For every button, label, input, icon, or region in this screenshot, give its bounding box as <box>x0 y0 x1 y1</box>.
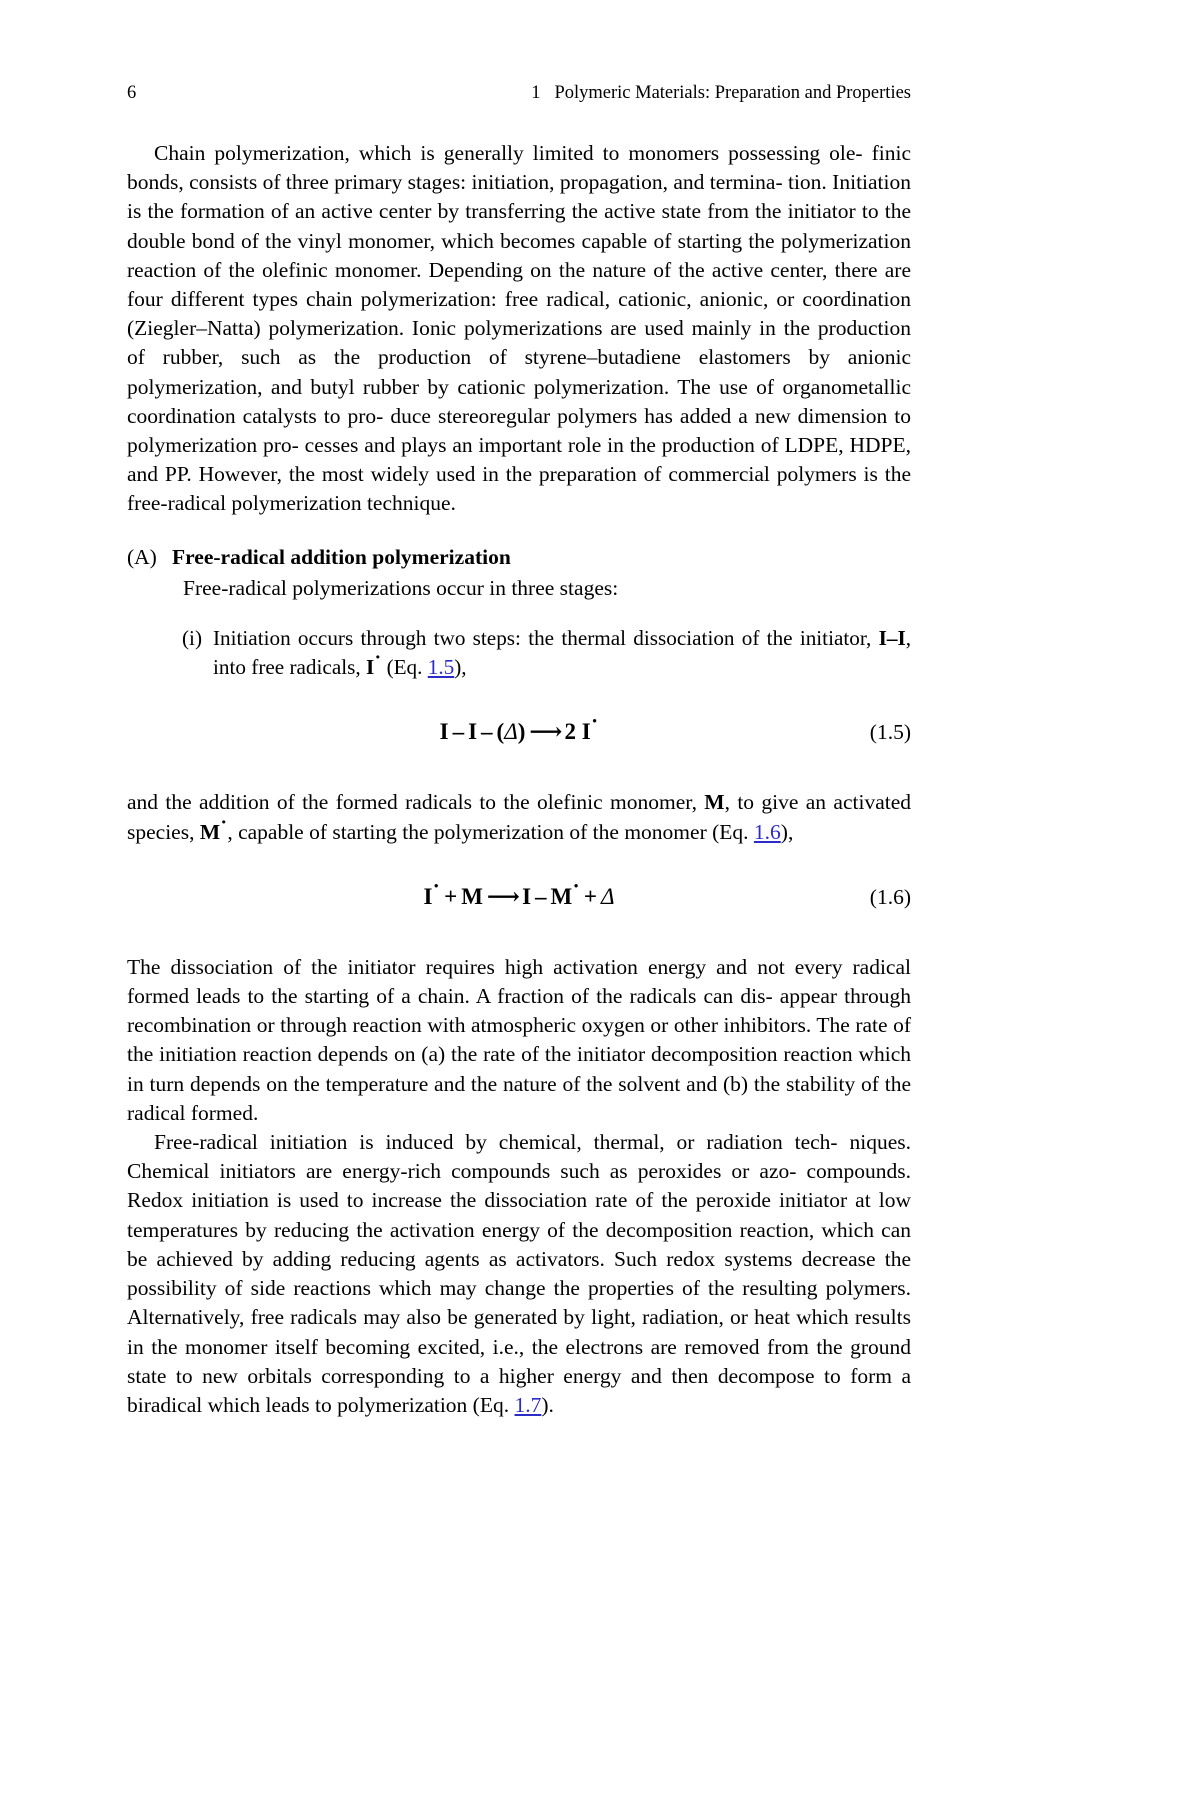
paragraph-intro <box>127 139 911 519</box>
line: initiator decomposition reaction which in turn depends on the temperature and <box>127 1042 911 1096</box>
line: radical formed leads to the starting of a chain. A fraction of the radicals can dis- <box>127 954 911 1009</box>
eq15-I-b: I <box>468 719 478 745</box>
line: the nature of the solvent and (b) the stability of the radical formed. <box>127 1071 912 1125</box>
section-A-heading: Free-radical addition polymerization <box>172 544 511 569</box>
text-fragment: ), <box>780 819 794 844</box>
eq15-minus-2: – <box>481 719 493 745</box>
text-fragment: (Eq. <box>381 655 428 680</box>
line: compounds. Redox initiation is used to increase the dissociation rate of the <box>127 1159 911 1213</box>
eq15-delta: Δ <box>504 719 518 745</box>
equation-1-5-expression <box>127 716 911 748</box>
line: cesses and plays an important role in the production of LDPE, HDPE, and PP. <box>127 433 911 487</box>
paragraph-dissociation <box>127 953 911 1128</box>
chem-species-II: I–I <box>878 626 906 651</box>
paragraph-initiation-techniques <box>127 1128 911 1420</box>
paragraph-after-eq-1-5 <box>127 788 911 846</box>
equation-1-5 <box>127 716 911 748</box>
line: free-radical polymerization technique. <box>127 491 456 516</box>
eq15-reaction-arrow: ⟶ <box>529 719 561 745</box>
eq15-paren-open: ( <box>496 719 505 745</box>
text-fragment: (Eq. <box>712 819 754 844</box>
running-head-title <box>531 78 911 108</box>
line: activators. Such redox systems decrease the possibility of side reactions which <box>127 1246 911 1301</box>
crossref-eq-1-7[interactable]: 1.7 <box>514 1392 542 1417</box>
line: of styrene–butadiene elastomers by anionic polymerization, and butyl rubber by <box>127 345 912 399</box>
chem-species-M: M <box>704 790 725 815</box>
line: from the initiator to the double bond of the vinyl monomer, which becomes capable <box>127 199 912 253</box>
line: other inhibitors. The rate of the initiation reaction depends on (a) the rate of the <box>127 1013 911 1067</box>
line: peroxide initiator at low temperatures by reducing the activation energy of the <box>127 1188 911 1242</box>
list-item-A <box>127 543 911 603</box>
text-fragment: , to give an <box>724 790 827 815</box>
eq15-I-a: I <box>439 719 449 745</box>
line: nature of the active center, there are four different types chain polymerization: free <box>127 257 912 312</box>
eq16-I: I <box>522 883 532 909</box>
line: radical, cationic, anionic, or coordination (Ziegler–Natta) polymerization. Ionic <box>127 287 912 341</box>
line: However, the most widely used in the preparation of commercial polymers is the <box>198 462 912 487</box>
crossref-eq-1-5[interactable]: 1.5 <box>427 655 455 680</box>
line: finic bonds, consists of three primary stages: initiation, propagation, and termina- <box>127 141 911 195</box>
line: niques. Chemical initiators are energy-rich compounds such as peroxides or azo- <box>127 1130 912 1184</box>
equation-1-6-number: (1.6) <box>869 884 911 909</box>
line: tion. Initiation is the formation of an active center by transferring the active state <box>127 170 912 224</box>
eq16-minus: – <box>535 883 547 909</box>
list-marker-A: (A) <box>127 544 157 569</box>
line: new orbitals corresponding to a higher energy and then decompose to form a <box>202 1363 912 1388</box>
chem-species-I-radical: I ˙ <box>366 655 381 679</box>
line: may also be generated by light, radiation, or heat which results in the monomer <box>127 1305 911 1359</box>
text-fragment: ), <box>454 655 467 680</box>
line: of starting the polymerization reaction of the olefinic monomer. Depending on the <box>127 228 911 282</box>
eq15-paren-close: ) <box>517 719 526 745</box>
text-fragment: biradical which leads to polymerization (Eq. <box>127 1392 515 1417</box>
eq16-reaction-arrow: ⟶ <box>486 883 519 909</box>
equation-1-6 <box>127 881 911 913</box>
equation-1-5-number: (1.5) <box>869 720 911 745</box>
list-item-i-body <box>213 624 911 682</box>
line: itself becoming excited, i.e., the electrons are removed from the ground state to <box>127 1334 912 1388</box>
chapter-number: 1 <box>531 83 541 103</box>
text-fragment: and the addition of the formed radicals to the olefinic monomer, <box>127 790 705 815</box>
line: Initiation occurs through two steps: the thermal dissociation of the initiator, <box>213 626 872 651</box>
crossref-eq-1-6[interactable]: 1.6 <box>753 819 781 844</box>
line: Chain polymerization, which is generally limited to monomers possessing ole- <box>154 141 863 165</box>
text-fragment: activated species, <box>127 790 912 844</box>
chapter-title: Polymeric Materials: Preparation and Properties <box>554 83 911 103</box>
eq15-I-radical: I ˙ <box>582 719 599 744</box>
eq16-M: M <box>461 883 483 909</box>
line: polymerizations are used mainly in the production of rubber, such as the production <box>127 316 911 370</box>
line: cationic polymerization. The use of organometallic coordination catalysts to pro- <box>127 374 912 428</box>
eq16-M-radical: M ˙ <box>551 884 580 909</box>
section-A-body <box>172 543 911 603</box>
line: may change the properties of the resulting polymers. Alternatively, free radicals <box>127 1276 912 1330</box>
eq15-coefficient: 2 <box>564 719 576 745</box>
eq16-plus-2: + <box>583 883 598 909</box>
text-fragment: , capable of starting the polymerization of the monomer <box>227 819 707 844</box>
page-content <box>127 0 911 1420</box>
line: Free-radical initiation is induced by chemical, thermal, or radiation tech- <box>154 1130 838 1155</box>
page-number: 6 <box>127 83 137 103</box>
running-head <box>127 78 911 108</box>
list-item-i <box>165 624 911 682</box>
section-A-subline: Free-radical polymerizations occur in three stages: <box>183 575 619 600</box>
eq15-minus-1: – <box>452 719 465 745</box>
line: duce stereoregular polymers has added a new dimension to polymerization pro- <box>127 403 911 458</box>
eq16-delta: Δ <box>601 883 615 909</box>
line: decomposition reaction, which can be achieved by adding reducing agents as <box>127 1217 911 1271</box>
text-fragment: ). <box>541 1392 554 1417</box>
eq16-I-radical: I ˙ <box>423 884 440 909</box>
line: appear through recombination or through reaction with atmospheric oxygen or <box>127 984 912 1038</box>
eq16-plus-1: + <box>444 883 458 909</box>
equation-1-6-expression <box>127 881 911 913</box>
list-marker-i: (i) <box>182 626 202 651</box>
chem-species-M-radical: M ˙ <box>200 820 227 844</box>
text-fragment: , into free radicals, <box>213 626 911 680</box>
line: The dissociation of the initiator requires high activation energy and not every <box>127 954 843 979</box>
